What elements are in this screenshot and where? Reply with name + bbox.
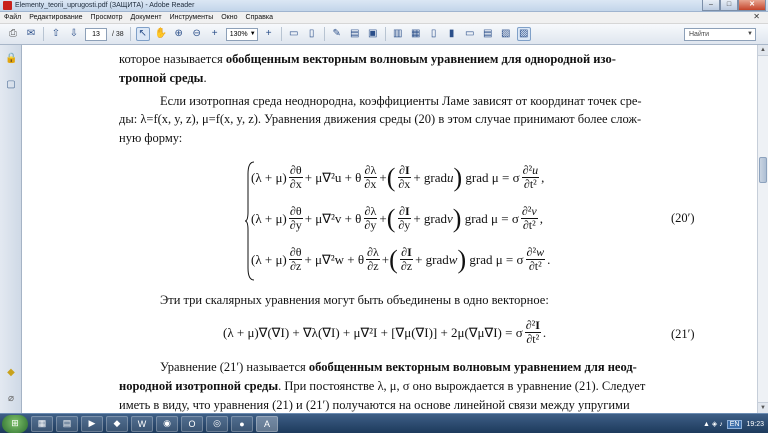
taskbar-chrome-icon[interactable]: ◎ [206,416,228,432]
text-line: которое называется обобщенным векторным волновым уравнением для однородной изо- [119,52,616,66]
zoom-in-icon[interactable]: ⊕ [174,28,183,39]
layout-4-icon[interactable]: ▮ [448,28,455,39]
vertical-scrollbar[interactable] [757,45,768,413]
layout-5-icon[interactable]: ▭ [464,28,475,39]
layout-6-icon[interactable]: ▤ [482,28,493,39]
fit-page-icon[interactable]: ▭ [288,28,299,39]
menu-view[interactable]: Просмотр [90,14,123,21]
select-tool-icon[interactable]: ↖ [136,27,150,41]
text-line: Уравнение (21′) называется обобщенным векторным волновым уравнением для неод- [160,360,637,374]
navigation-pane [0,45,22,413]
taskbar-app-icon[interactable]: ◆ [106,416,128,432]
toolbar-separator [130,27,131,41]
window-controls [702,0,766,11]
equation-number-21: (21′) [671,327,695,341]
toolbar [0,24,768,45]
toolbar-separator [385,27,386,41]
zoom-value: 130% [229,30,248,38]
toolbar-separator [324,27,325,41]
text-line: иметь в виду, что уравнения (21) и (21′) получаются на основе линейной связи между упругими [119,398,630,412]
scroll-up-icon[interactable]: ▲ [758,45,768,56]
minimize-button[interactable]: – [702,0,720,11]
vector-equation-21: (λ + μ)∇(∇I) + ∇λ(∇I) + μ∇²I + [∇μ(∇I)] + 2μ(∇μ∇I) = σ $\frac{\text{∂²I}}{\text{∂t²}}$ . [223,318,547,346]
pages-icon[interactable]: ▢ [6,79,16,90]
text-line: ды: λ=f(x, y, z), μ=f(x, y, z). Уравнения движения среды (20) в этом случае принимают более слож- [119,112,642,126]
hand-tool-icon[interactable]: ✋ [154,28,167,39]
window-title: Elementy_teorii_uprugosti.pdf (ЗАЩИТА) - Adobe Reader [15,2,195,9]
chevron-down-icon: ▼ [249,30,256,37]
page-number-input[interactable]: 13 [85,28,107,41]
next-page-icon[interactable]: ⇩ [69,28,79,39]
layout-3-icon[interactable]: ▯ [430,28,437,39]
close-button[interactable]: ✕ [738,0,766,11]
text-line: нородной изотропной среды. При постоянстве λ, μ, σ оно вырождается в уравнение (21). Следует [119,379,646,393]
taskbar-app2-icon[interactable]: ◉ [156,416,178,432]
menu-help[interactable]: Справка [245,14,273,21]
document-page [23,45,757,413]
layout-2-icon[interactable]: ▦ [410,28,421,39]
toolbar-separator [43,27,44,41]
taskbar-adobe-reader-icon[interactable]: A [256,416,278,432]
maximize-button[interactable]: □ [720,0,738,11]
zoom-plus-icon[interactable]: + [211,28,218,39]
taskbar-opera-icon[interactable]: O [181,416,203,432]
scroll-down-icon[interactable]: ▼ [758,402,768,413]
equation-row-3: (λ + μ) $\frac{\partial\theta}{\partial z}$ + μ∇²w + θ $\frac{\partial\lambda}{\partial z}$ + ( $\frac{\partial I}{\partial z}$ + gradw ) grad μ = σ $\frac{\text{∂²w}}{\text{∂t²}}$ . [251,244,551,274]
adobe-reader-icon [3,1,12,10]
comment-icon[interactable]: ▤ [349,28,360,39]
taskbar-app3-icon[interactable]: ● [231,416,253,432]
text-line: Эти три скалярных уравнения могут быть объединены в одно векторное: [160,293,549,307]
layout-8-icon[interactable]: ▨ [517,27,531,41]
page-total: / 38 [112,30,124,38]
system-tray [699,414,768,434]
title-bar [0,0,768,12]
menu-edit[interactable]: Редактирование [29,14,83,21]
text-line: ную форму: [119,131,183,145]
scroll-thumb[interactable] [759,157,767,183]
comments-icon[interactable]: ◆ [7,367,15,378]
zoom-plus-2-icon[interactable]: + [265,28,272,39]
layout-1-icon[interactable]: ▥ [392,28,403,39]
previous-page-icon[interactable]: ⇧ [51,28,61,39]
toolbar-separator [281,27,282,41]
equation-system-20 [245,160,585,282]
menu-bar [0,12,768,24]
print-icon[interactable]: ⎙ [9,28,17,39]
zoom-select[interactable] [226,28,258,41]
email-icon[interactable]: ✉ [26,28,36,39]
menu-file[interactable]: Файл [4,14,22,21]
fit-width-icon[interactable]: ▯ [308,28,315,39]
menu-tools[interactable]: Инструменты [169,14,214,21]
equation-row-1: (λ + μ) $\frac{\partial\theta}{\partial x}$ + μ∇²u + θ $\frac{\partial\lambda}{\partial x}$ + ( $\frac{\partial I}{\partial x}$ + gradu ) grad μ = σ $\frac{\text{∂²u}}{\text{∂t²}}$ , [251,162,545,192]
search-placeholder: Найти [689,31,709,38]
text-line: Если изотропная среда неоднородна, коэффициенты Ламе зависят от координат точек сре- [160,94,642,108]
taskbar-explorer-icon[interactable]: ▦ [31,416,53,432]
document-close-icon[interactable]: ✕ [753,12,760,21]
menu-window[interactable]: Окно [221,14,238,21]
layout-7-icon[interactable]: ▧ [500,28,511,39]
language-indicator[interactable]: EN [727,420,743,429]
stamp-icon[interactable]: ▣ [367,28,378,39]
zoom-out-icon[interactable]: ⊖ [192,28,201,39]
clock[interactable]: 19:23 [746,420,764,428]
chevron-down-icon: ▼ [747,31,753,37]
tray-icons: ▲ ◈ ♪ [703,421,723,428]
menu-document[interactable]: Документ [130,14,162,21]
taskbar-media-icon[interactable]: ▶ [81,416,103,432]
equation-number-20: (20′) [671,211,695,225]
text-line: тропной среды. [119,71,207,85]
equation-row-2: (λ + μ) $\frac{\partial\theta}{\partial y}$ + μ∇²v + θ $\frac{\partial\lambda}{\partial y}$ + ( $\frac{\partial I}{\partial y}$ + gradv ) grad μ = σ $\frac{\text{∂²v}}{\text{∂t²}}$ , [251,203,543,233]
search-input[interactable] [684,28,756,41]
sign-icon[interactable]: ✎ [332,28,341,39]
start-button[interactable]: ⊞ [2,415,28,433]
lock-icon[interactable]: 🔒 [5,53,18,64]
attachments-icon[interactable]: ⌀ [7,393,15,404]
taskbar [0,413,768,433]
taskbar-word-icon[interactable]: W [131,416,153,432]
taskbar-folder-icon[interactable]: ▤ [56,416,78,432]
